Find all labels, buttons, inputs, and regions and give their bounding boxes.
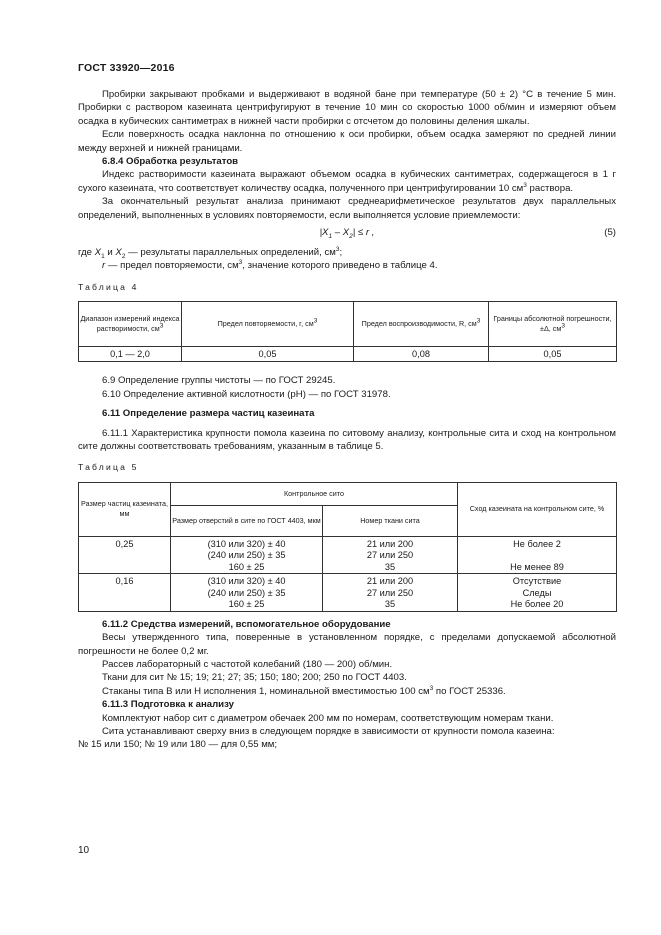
paragraph-sieve-shaker: Рассев лабораторный с частотой колебаний (180 — 200) об/мин.	[102, 658, 393, 670]
table-4-header-error-bounds: Границы абсолютной погрешности, ±Δ, $см^3$	[489, 302, 617, 347]
paragraph-beakers: Стаканы типа В или Н исполнения 1, номинальной вместимостью 100 $см^3$ по ГОСТ 25336.	[102, 684, 506, 697]
page-content	[78, 88, 616, 752]
table-5-cell-residue: Отсутствие Следы Не более 20	[458, 574, 617, 612]
paragraph-sieve-install: Сита устанавливают сверху вниз в следующем порядке в зависимости от крупности помола казеина:	[102, 725, 555, 737]
paragraph-sieve-list: № 15 или 150; № 19 или 180 — для 0,55 мм;	[78, 739, 278, 751]
paragraph-6-10: 6.10 Определение активной кислотности (рН) — по ГОСТ 31978.	[102, 388, 391, 400]
formula-number: (5)	[604, 227, 616, 239]
table-5-caption: Таблица 5	[78, 462, 139, 473]
table-4-caption: Таблица 4	[78, 281, 139, 292]
table-4-cell: 0,05	[489, 347, 617, 362]
page-number: 10	[78, 845, 90, 856]
table-4	[78, 301, 617, 362]
table-4-cell: 0,08	[354, 347, 489, 362]
paragraph-sieve-set: Комплектуют набор сит с диаметром обечаек 200 мм по номерам, соответствующим номерам ткани.	[102, 712, 554, 724]
paragraph-tubes: Пробирки закрывают пробками и выдерживают в водяной бане при температуре (50 ± 2) °С в течение 5 мин. Пробирки с раствором казеината центрифугируют в течение 10 мин со скоростью 1000 об/мин и измеряют объем осадка в кубических сантиметрах в нижней части пробирки с отсчетом до половины деления шкалы.	[78, 89, 616, 127]
table-5-header-hole-size: Размер отверстий в сите по ГОСТ 4403, мкм	[171, 505, 323, 536]
paragraph-solubility-index: Индекс растворимости казеината выражают объемом осадка в кубических сантиметрах, содержащегося в 1 г сухого казеината, что соответствует количеству осадка, полученного при центрифугировании 10 $см^3$ раствора.	[78, 169, 616, 194]
table-4-cell: 0,05	[182, 347, 354, 362]
document-id-header: ГОСТ 33920—2016	[78, 62, 175, 74]
table-5-cell-cloth: 21 или 200 27 или 250 35	[323, 574, 458, 612]
table-4-header-repeatability: Предел повторяемости, r, $см^3$	[182, 302, 354, 347]
paragraph-6-11-1: 6.11.1 Характеристика крупности помола казеина по ситовому анализу, контрольные сита и сход на контрольном сите должны соответствовать требованиям, указанным в таблице 5.	[78, 427, 616, 452]
paragraph-sediment-surface: Если поверхность осадка наклонна по отношению к оси пробирки, объем осадка замеряют по средней линии между верхней и нижней границами.	[78, 129, 616, 154]
table-5-header-control-sieve: Контрольное сито	[171, 482, 458, 505]
formula-5	[78, 226, 616, 246]
table-5-cell-size: 0,25	[79, 536, 171, 574]
section-heading-6-11-3: 6.11.3 Подготовка к анализу	[102, 699, 234, 711]
where-definition-x: где $X_1$ и $X_2$ — результаты параллельных определений, $см^3$;	[78, 245, 343, 260]
table-5-header-residue: Сход казеината на контрольном сите, %	[458, 482, 617, 536]
table-4-cell: 0,1 — 2,0	[79, 347, 182, 362]
paragraph-6-9: 6.9 Определение группы чистоты — по ГОСТ 29245.	[102, 375, 336, 387]
table-4-header-row	[79, 302, 617, 347]
table-4-header-range: Диапазон измерений индекса растворимости, $см^3$	[79, 302, 182, 347]
paragraph-scales: Весы утвержденного типа, поверенные в установленном порядке, с пределами допускаемой абсолютной погрешности не более 0,2 мг.	[78, 632, 616, 657]
table-row	[79, 574, 617, 612]
formula-expression: $|X_1 - X_2| \le r$ ,	[319, 227, 375, 240]
table-5-cell-holes: (310 или 320) ± 40 (240 или 250) ± 35 160 ± 25	[171, 574, 323, 612]
table-row	[79, 536, 617, 574]
where-definition-r: r — предел повторяемости, $см^3$, значение которого приведено в таблице 4.	[102, 259, 438, 272]
table-5-cell-holes: (310 или 320) ± 40 (240 или 250) ± 35 160 ± 25	[171, 536, 323, 574]
table-5-header-row-1	[79, 482, 617, 505]
section-heading-6-8-4: 6.8.4 Обработка результатов	[102, 156, 239, 168]
table-row	[79, 347, 617, 362]
table-5-cell-cloth: 21 или 200 27 или 250 35	[323, 536, 458, 574]
table-5-header-particle-size: Размер частиц казеината, мм	[79, 482, 171, 536]
table-4-header-reproducibility: Предел воспроизводимости, R, $см^3$	[354, 302, 489, 347]
paragraph-final-result: За окончательный результат анализа принимают среднеарифметическое результатов двух параллельных определений, выполненных в условиях повторяемости, если выполняется условие приемлемости:	[78, 196, 616, 221]
section-heading-6-11-2: 6.11.2 Средства измерений, вспомогательное оборудование	[102, 618, 391, 630]
table-5-cell-size: 0,16	[79, 574, 171, 612]
paragraph-sieve-cloth: Ткани для сит № 15; 19; 21; 27; 35; 150; 180; 200; 250 по ГОСТ 4403.	[102, 672, 407, 684]
table-5-header-cloth-number: Номер ткани сита	[323, 505, 458, 536]
table-5	[78, 482, 617, 612]
table-5-cell-residue: Не более 2 Не менее 89	[458, 536, 617, 574]
section-heading-6-11: 6.11 Определение размера частиц казеината	[102, 408, 315, 420]
